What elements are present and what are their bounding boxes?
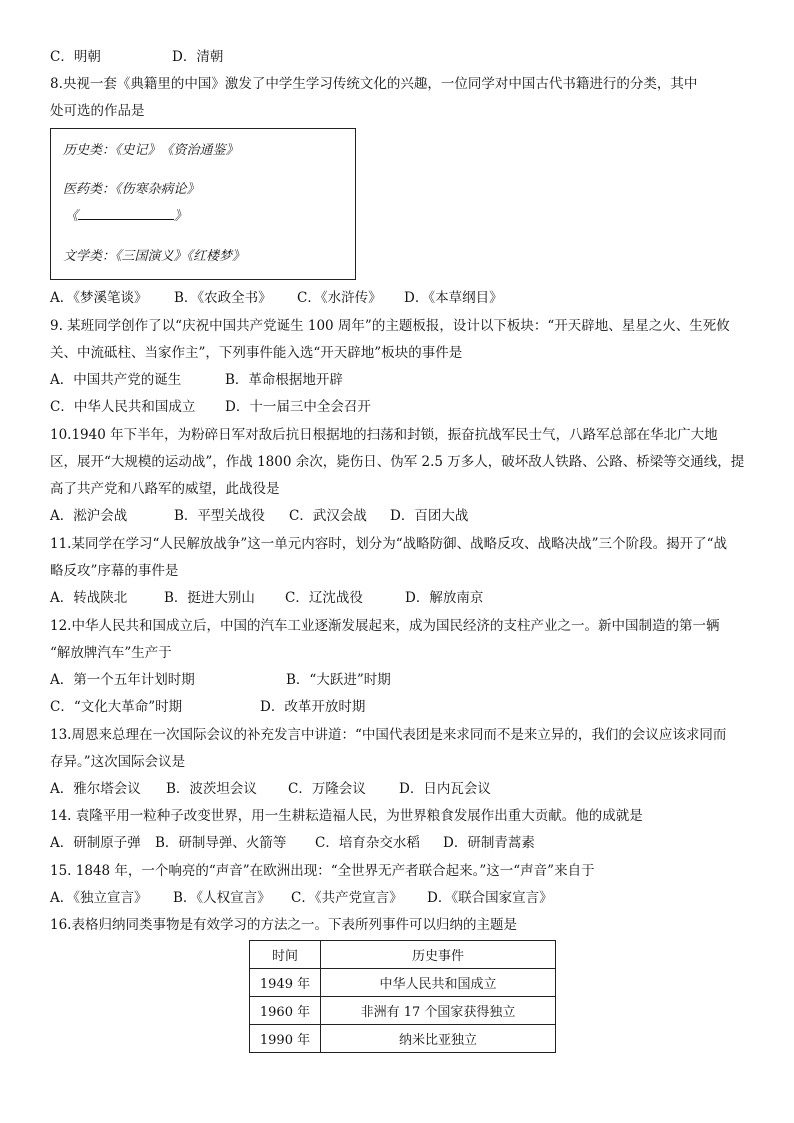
q8-option-a[interactable]: A．《梦溪笔谈》 xyxy=(50,290,148,306)
q9-stem-line1: 9. 某班同学创作了以“庆祝中国共产党诞生 100 周年”的主题板报，设计以下板块：“开天辟地、星星之火、生死攸 xyxy=(50,318,730,334)
q11-option-b[interactable]: B．挺进大别山 xyxy=(164,590,255,606)
table-cell-year: 1949 年 xyxy=(250,969,321,997)
q8-option-b[interactable]: B．《农政全书》 xyxy=(174,290,272,306)
table-cell-year: 1990 年 xyxy=(250,1025,321,1053)
q15-option-c[interactable]: C．《共产党宣言》 xyxy=(291,890,403,906)
q9-options-row1 xyxy=(50,371,343,389)
q11-stem-line2: 略反攻”序幕的事件是 xyxy=(50,563,179,579)
q8-blank-open: 《 xyxy=(65,209,79,224)
q13-option-b[interactable]: B．波茨坦会议 xyxy=(166,781,257,797)
q12-option-d[interactable]: D．改革开放时期 xyxy=(260,699,366,715)
q9-stem-line2: 关、中流砥柱、当家作主”，下列事件能入选“开天辟地”板块的事件是 xyxy=(50,345,463,361)
q8-medicine-row: 医药类：《伤寒杂病论》 xyxy=(63,182,200,197)
q10-stem-line1: 10.1940 年下半年，为粉碎日军对敌后抗日根据地的扫荡和封锁，振奋抗战军民士气，八路军总部在华北广大地 xyxy=(50,427,718,443)
q11-option-d[interactable]: D．解放南京 xyxy=(405,590,484,606)
table-row xyxy=(250,1025,556,1053)
q10-option-c[interactable]: C．武汉会战 xyxy=(289,508,367,524)
q11-option-c[interactable]: C．辽沈战役 xyxy=(285,590,363,606)
q10-options xyxy=(50,507,468,525)
q7-options xyxy=(50,48,223,66)
q12-options-row1 xyxy=(50,671,391,689)
q12-stem-line1: 12.中华人民共和国成立后，中国的汽车工业逐渐发展起来，成为国民经济的支柱产业之一。新中国制造的第一辆 xyxy=(50,618,720,634)
table-header-time: 时间 xyxy=(250,941,321,969)
q8-option-c[interactable]: C．《水浒传》 xyxy=(297,290,382,306)
q8-literature-row: 文学类：《三国演义》《红楼梦》 xyxy=(63,249,246,264)
q9-option-c[interactable]: C．中华人民共和国成立 xyxy=(50,399,196,415)
q10-option-b[interactable]: B．平型关战役 xyxy=(174,508,265,524)
q8-option-d[interactable]: D．《本草纲目》 xyxy=(404,290,503,306)
q13-option-d[interactable]: D．日内瓦会议 xyxy=(399,781,491,797)
q7-option-d[interactable]: D．清朝 xyxy=(172,49,224,65)
q8-blank-field[interactable] xyxy=(78,207,174,220)
q15-option-b[interactable]: B．《人权宣言》 xyxy=(173,890,271,906)
table-cell-year: 1960 年 xyxy=(250,997,321,1025)
q14-stem-line1: 14. 袁隆平用一粒种子改变世界，用一生耕耘造福人民，为世界粮食发展作出重大贡献。他的成就是 xyxy=(50,808,643,824)
q9-option-d[interactable]: D．十一届三中全会召开 xyxy=(225,399,371,415)
q15-option-a[interactable]: A．《独立宣言》 xyxy=(50,890,148,906)
q11-options xyxy=(50,589,483,607)
q11-stem-line1: 11.某同学在学习“人民解放战争”这一单元内容时，划分为“战略防御、战略反攻、战略决战”三个阶段。揭开了“战 xyxy=(50,536,727,552)
table-header-event: 历史事件 xyxy=(321,941,556,969)
q8-category-box xyxy=(50,128,356,280)
q9-option-a[interactable]: A．中国共产党的诞生 xyxy=(50,372,182,388)
q11-option-a[interactable]: A．转战陕北 xyxy=(50,590,128,606)
q8-blank-close: 》 xyxy=(174,209,188,224)
table-row xyxy=(250,969,556,997)
q16-stem-line1: 16.表格归纳同类事物是有效学习的方法之一。下表所列事件可以归纳的主题是 xyxy=(50,917,517,933)
q8-stem-line1: 8.央视一套《典籍里的中国》激发了中学生学习传统文化的兴趣，一位同学对中国古代书籍进行的分类，其中 xyxy=(50,76,698,92)
q8-blank-row xyxy=(65,207,187,226)
table-cell-event: 中华人民共和国成立 xyxy=(321,969,556,997)
q8-options xyxy=(50,289,503,307)
q14-option-a[interactable]: A．研制原子弹 xyxy=(50,835,141,851)
q15-option-d[interactable]: D．《联合国家宣言》 xyxy=(427,890,553,906)
q13-option-a[interactable]: A．雅尔塔会议 xyxy=(50,781,141,797)
q13-stem-line1: 13.周恩来总理在一次国际会议的补充发言中讲道：“中国代表团是来求同而不是来立异的，我们的会议应该求同而 xyxy=(50,727,727,743)
q14-option-c[interactable]: C．培育杂交水稻 xyxy=(315,835,420,851)
q13-options xyxy=(50,780,491,798)
q10-stem-line3: 高了共产党和八路军的威望，此战役是 xyxy=(50,481,280,497)
q9-option-b[interactable]: B．革命根据地开辟 xyxy=(225,372,343,388)
q16-events-table xyxy=(249,940,556,1053)
q9-options-row2 xyxy=(50,398,371,416)
table-header-row xyxy=(250,941,556,969)
q12-option-a[interactable]: A．第一个五年计划时期 xyxy=(50,672,195,688)
q13-option-c[interactable]: C．万隆会议 xyxy=(288,781,366,797)
q13-stem-line2: 存异。”这次国际会议是 xyxy=(50,754,186,770)
q15-stem-line1: 15. 1848 年，一个响亮的“声音”在欧洲出现：“全世界无产者联合起来。”这一“声音”来自于 xyxy=(50,863,595,879)
q14-options xyxy=(50,834,535,852)
q14-option-b[interactable]: B．研制导弹、火箭等 xyxy=(155,835,287,851)
q10-option-a[interactable]: A．淞沪会战 xyxy=(50,508,128,524)
q10-stem-line2: 区，展开“大规模的运动战”，作战 1800 余次，毙伤日、伪军 2.5 万多人，破坏敌人铁路、公路、桥梁等交通线，提 xyxy=(50,454,745,470)
table-cell-event: 纳米比亚独立 xyxy=(321,1025,556,1053)
q8-stem-line2: 处可选的作品是 xyxy=(50,103,145,119)
q15-options xyxy=(50,889,553,907)
q12-options-row2 xyxy=(50,698,365,716)
table-row xyxy=(250,997,556,1025)
q10-option-d[interactable]: D．百团大战 xyxy=(390,508,469,524)
q8-history-row: 历史类：《史记》 《资治通鉴》 xyxy=(63,143,239,158)
q14-option-d[interactable]: D．研制青蒿素 xyxy=(443,835,535,851)
q7-option-c[interactable]: C．明朝 xyxy=(50,49,101,65)
q12-option-c[interactable]: C．“文化大革命”时期 xyxy=(50,699,183,715)
q12-stem-line2: “解放牌汽车”生产于 xyxy=(50,645,172,661)
q12-option-b[interactable]: B．“大跃进”时期 xyxy=(286,672,391,688)
table-cell-event: 非洲有 17 个国家获得独立 xyxy=(321,997,556,1025)
